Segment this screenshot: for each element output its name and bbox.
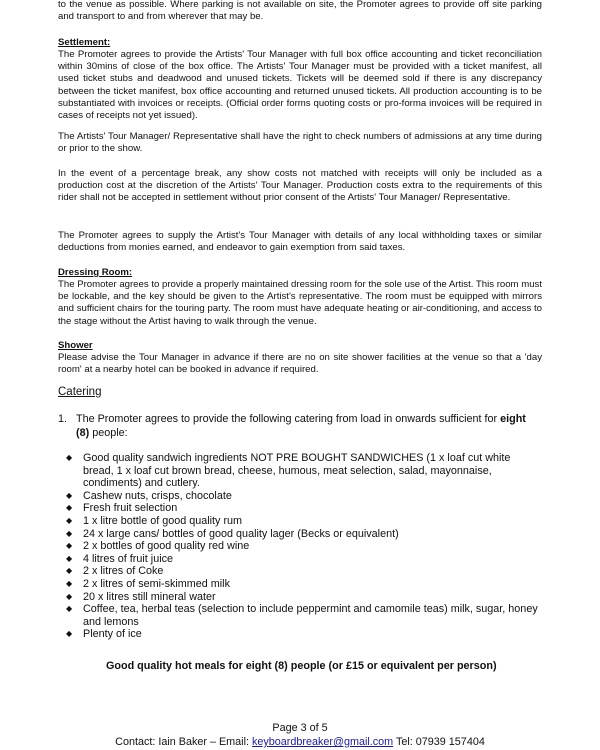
settlement-paragraph-1: The Promoter agrees to provide the Artists' Tour Manager with full box office accounting and ticket reconciliation within 30mins of close of the box office. The Artists' Tour Manager must be provided with a ticket manifest, all used ticket stubs and deadwood and unused tickets. Tickets will be deemed sold if there is any discrepancy between the ticket manifest, box office accounting and returned unused tickets. All production accounting is to be substantiated with invoices or receipts. (Official order forms quoting costs or pro-forma invoices will be required in cases of receipts not yet issued).	[58, 49, 542, 122]
catering-list-item	[58, 603, 542, 628]
catering-list-item	[58, 578, 542, 591]
dressing-room-heading: Dressing Room:	[58, 267, 133, 278]
contact-line	[0, 735, 600, 749]
catering-list-item	[58, 528, 542, 541]
diamond-bullet-icon: ◆	[66, 515, 73, 525]
catering-people-count: eight (8)	[76, 413, 526, 439]
shower-heading: Shower	[58, 340, 93, 351]
diamond-bullet-icon: ◆	[66, 578, 73, 588]
catering-list-item	[58, 565, 542, 578]
diamond-bullet-icon: ◆	[66, 528, 73, 538]
catering-lead-text	[76, 412, 542, 440]
catering-heading: Catering	[58, 386, 102, 398]
diamond-bullet-icon: ◆	[66, 604, 73, 614]
diamond-bullet-icon: ◆	[66, 503, 73, 513]
diamond-bullet-icon: ◆	[66, 629, 73, 639]
catering-list-item	[58, 452, 542, 490]
catering-list-item-text: 2 x bottles of good quality red wine	[83, 540, 250, 553]
catering-list-item	[58, 553, 542, 566]
catering-item-number: 1.	[58, 413, 68, 425]
diamond-bullet-icon: ◆	[66, 591, 73, 601]
catering-list-item-text: 2 x litres of Coke	[83, 565, 164, 578]
diamond-bullet-icon: ◆	[66, 566, 73, 576]
email-link[interactable]: keyboardbreaker@gmail.com	[251, 736, 394, 748]
catering-list-item-text: Plenty of ice	[83, 628, 142, 641]
catering-list	[58, 452, 542, 641]
catering-list-item	[58, 515, 542, 528]
intro-paragraph: to the venue as possible. Where parking is not available on site, the Promoter agrees to provide off site parking and transport to and from wherever that may be.	[58, 0, 542, 23]
catering-list-item	[58, 502, 542, 515]
shower-paragraph: Please advise the Tour Manager in advance if there are no on site shower facilities at the venue so that a 'day room' at a nearby hotel can be booked in advance if required.	[58, 352, 542, 376]
settlement-paragraph-3: In the event of a percentage break, any show costs not matched with receipts will only be included as a production cost at the discretion of the Artists' Tour Manager. Production costs extra to the requirements of this rider shall not be accepted in settlement without prior consent of the Artists' Tour Manager/ Representative.	[58, 168, 542, 204]
settlement-paragraph-4: The Promoter agrees to supply the Artist's Tour Manager with details of any local withholding taxes or similar deductions from monies earned, and endeavor to gain exemption from said taxes.	[58, 230, 542, 254]
settlement-heading: Settlement:	[58, 37, 111, 48]
catering-list-item-text: 1 x litre bottle of good quality rum	[83, 514, 243, 527]
catering-list-item-text: 4 litres of fruit juice	[83, 552, 174, 565]
page-number: Page 3 of 5	[272, 722, 328, 734]
page-footer	[0, 721, 600, 749]
settlement-paragraph-2: The Artists' Tour Manager/ Representative shall have the right to check numbers of admissions at any time during or prior to the show.	[58, 131, 542, 155]
catering-list-item-text: 24 x large cans/ bottles of good quality lager (Becks or equivalent)	[83, 527, 399, 540]
diamond-bullet-icon: ◆	[66, 553, 73, 563]
catering-lead-start: The Promoter agrees to provide the following catering from load in onwards sufficient for	[76, 413, 501, 425]
hot-meals-note: Good quality hot meals for eight (8) people (or £15 or equivalent per person)	[106, 660, 497, 672]
catering-list-item-text: 2 x litres of semi-skimmed milk	[83, 577, 230, 590]
catering-list-item-text: Good quality sandwich ingredients NOT PRE BOUGHT SANDWICHES (1 x loaf cut white bread, 1 x loaf cut brown bread, cheese, humous, meat selection, salad, mayonnaise, condiments) and cutlery.	[83, 452, 511, 490]
catering-list-item-text: Coffee, tea, herbal teas (selection to include peppermint and camomile teas) milk, sugar, honey and lemons	[83, 603, 538, 628]
diamond-bullet-icon: ◆	[66, 541, 73, 551]
contact-tel: Tel: 07939 157404	[393, 736, 485, 748]
diamond-bullet-icon: ◆	[66, 490, 73, 500]
dressing-room-paragraph: The Promoter agrees to provide a properly maintained dressing room for the sole use of the Artist. This room must be lockable, and the key should be given to the Artist's representative. The room must be equipped with mirrors and sufficient chairs for the touring party. The room must have adequate heating or air-conditioning, and access to the stage without the Artist having to walk through the venue.	[58, 279, 543, 327]
contact-prefix: Contact: Iain Baker – Email:	[115, 736, 252, 748]
catering-list-item	[58, 540, 542, 553]
catering-list-item-text: 20 x litres still mineral water	[83, 590, 216, 603]
catering-list-item	[58, 628, 542, 641]
catering-list-item-text: Cashew nuts, crisps, chocolate	[83, 489, 232, 502]
catering-list-item-text: Fresh fruit selection	[83, 502, 178, 515]
catering-list-item	[58, 490, 542, 503]
catering-lead-end: people:	[89, 427, 128, 439]
catering-list-item	[58, 591, 542, 604]
diamond-bullet-icon: ◆	[66, 453, 73, 462]
